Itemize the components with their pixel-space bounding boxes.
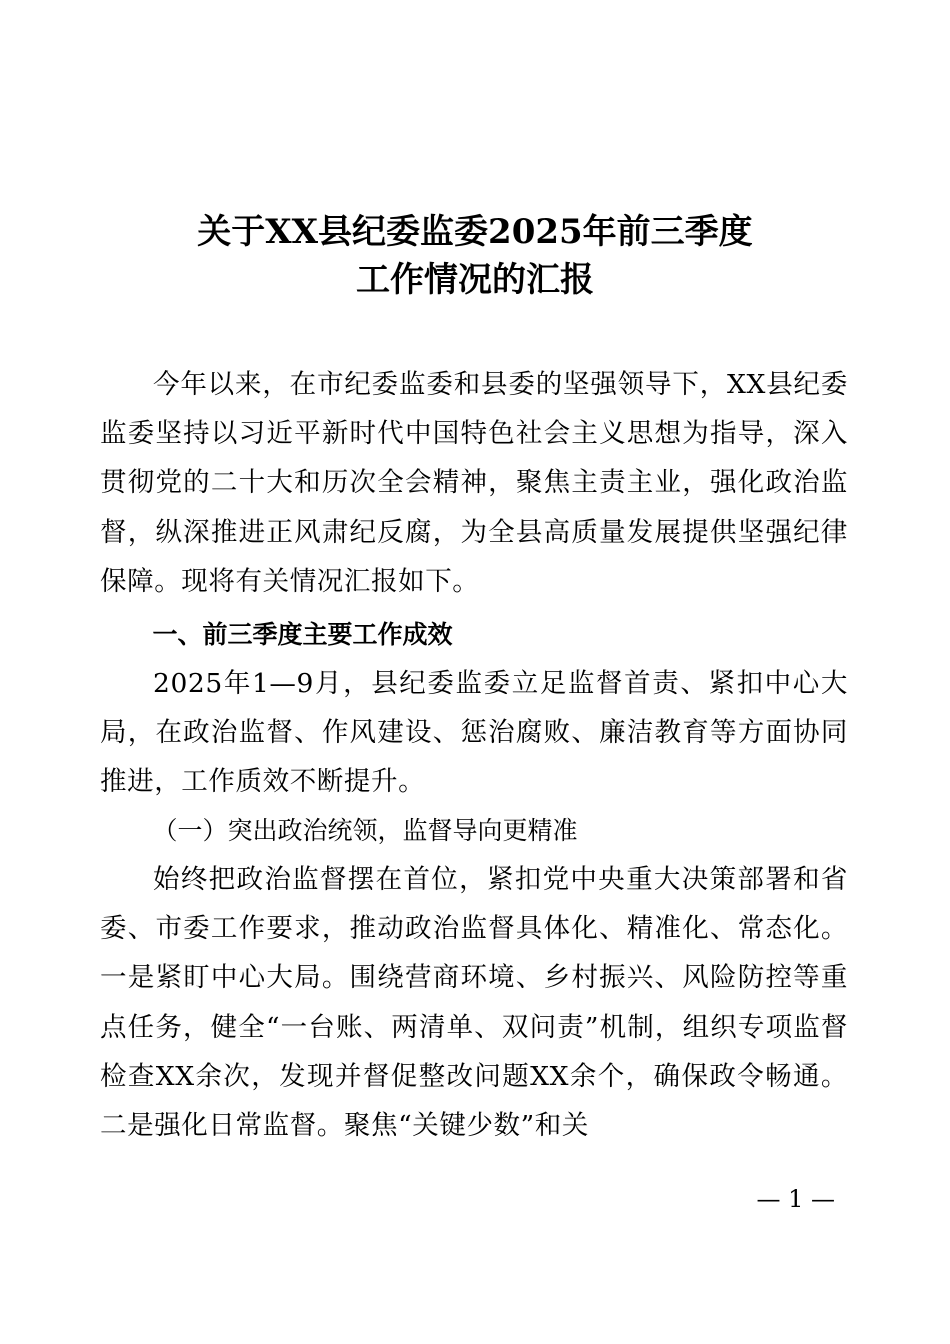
document-title-line-1: 关于XX县纪委监委2025年前三季度 [197,212,753,252]
subsection-1-paragraph: 始终把政治监督摆在首位，紧扣党中央重大决策部署和省委、市委工作要求，推动政治监督具体化、精准化、常态化。一是紧盯中心大局。围绕营商环境、乡村振兴、风险防控等重点任务，健全“一台账、两清单、双问责”机制，组织专项监督检查XX余次，发现并督促整改问题XX余个，确保政令畅通。二是强化日常监督。聚焦“关键少数”和关 [100,864,848,1142]
document-title-line-2: 工作情况的汇报 [356,260,594,300]
section-1-paragraph: 2025年1—9月，县纪委监委立足监督首责、紧扣中心大局，在政治监督、作风建设、惩治腐败、廉洁教育等方面协同推进，工作质效不断提升。 [100,668,848,798]
intro-paragraph: 今年以来，在市纪委监委和县委的坚强领导下，XX县纪委监委坚持以习近平新时代中国特色社会主义思想为指导，深入贯彻党的二十大和历次全会精神，聚焦主责主业，强化政治监督，纵深推进正风肃纪反腐，为全县高质量发展提供坚强纪律保障。现将有关情况汇报如下。 [100,369,848,597]
subsection-1-heading: （一）突出政治统领，监督导向更精准 [152,816,578,845]
page-number: — 1 — [756,1185,835,1213]
section-1-heading: 一、前三季度主要工作成效 [152,620,453,649]
